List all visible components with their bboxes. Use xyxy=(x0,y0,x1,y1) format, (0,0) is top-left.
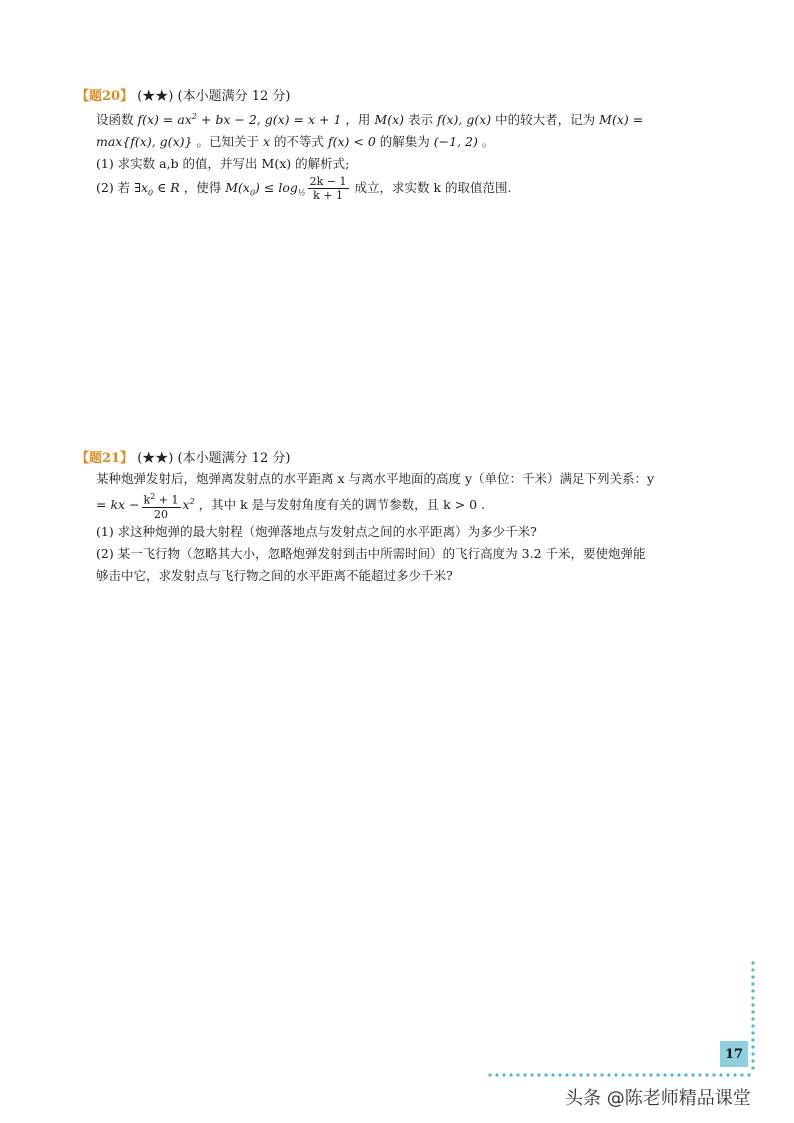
score-note: (本小题满分 12 分) xyxy=(177,451,291,466)
statement-line-1: 设函数 $f(x) = ax^2$ + bx − 2, g(x) = x + 1 ，用 M(x) 表示 f(x), g(x) 中的较大者，记为 M(x) = xyxy=(96,112,644,128)
statement-line-2: max{f(x), g(x)} 。已知关于 x 的不等式 f(x) < 0 的解集为 (−1, 2) 。 xyxy=(96,134,495,150)
problem-header xyxy=(76,450,726,468)
fraction: $\frac{2k - 1}{k + 1}$ xyxy=(309,175,347,203)
difficulty-stars: (★★) xyxy=(137,89,174,104)
question-2-line-2: 够击中它，求发射点与飞行物之间的水平距离不能超过多少千米? xyxy=(96,567,453,583)
fraction: $\frac{k^2 + 1}{20}$ xyxy=(143,492,179,521)
question-1: (1) 求这种炮弹的最大射程（炮弹落地点与发射点之间的水平距离）为多少千米? xyxy=(96,523,537,539)
statement-line-1: 某种炮弹发射后，炮弹离发射点的水平距离 x 与离水平地面的高度 y（单位：千米）满足下列关系：y xyxy=(96,471,655,486)
problem-tag: 【题20】 xyxy=(76,89,134,104)
problem-header xyxy=(76,88,726,106)
question-2-line-1: (2) 某一飞行物（忽略其大小，忽略炮弹发射到击中所需时间）的飞行高度为 3.2 千米，要使炮弹能 xyxy=(96,545,646,561)
problem-21 xyxy=(76,450,726,587)
watermark: 头条 @陈老师精品课堂 xyxy=(565,1088,751,1109)
difficulty-stars: (★★) xyxy=(137,451,174,466)
page-number: 17 xyxy=(720,1041,748,1067)
question-1: (1) 求实数 a,b 的值，并写出 M(x) 的解析式; xyxy=(96,156,350,172)
problem-20 xyxy=(76,88,726,205)
score-note: (本小题满分 12 分) xyxy=(177,89,291,104)
question-2: (2) 若 $\exists x_0$ ∈ R ，使得 $M(x_0) \le \log_{\frac{1}{2}}$ $\frac{2k - 1}{k + 1}$ 成立，求实数 k 的取值范围. xyxy=(96,175,512,203)
problem-tag: 【题21】 xyxy=(76,451,134,466)
problem-body xyxy=(96,106,726,205)
problem-body xyxy=(96,468,726,587)
statement-line-2: = kx − $\frac{k^2 + 1}{20}$ $x^2$ ，其中 k 是与发射角度有关的调节参数，且 k > 0 . xyxy=(96,492,486,521)
